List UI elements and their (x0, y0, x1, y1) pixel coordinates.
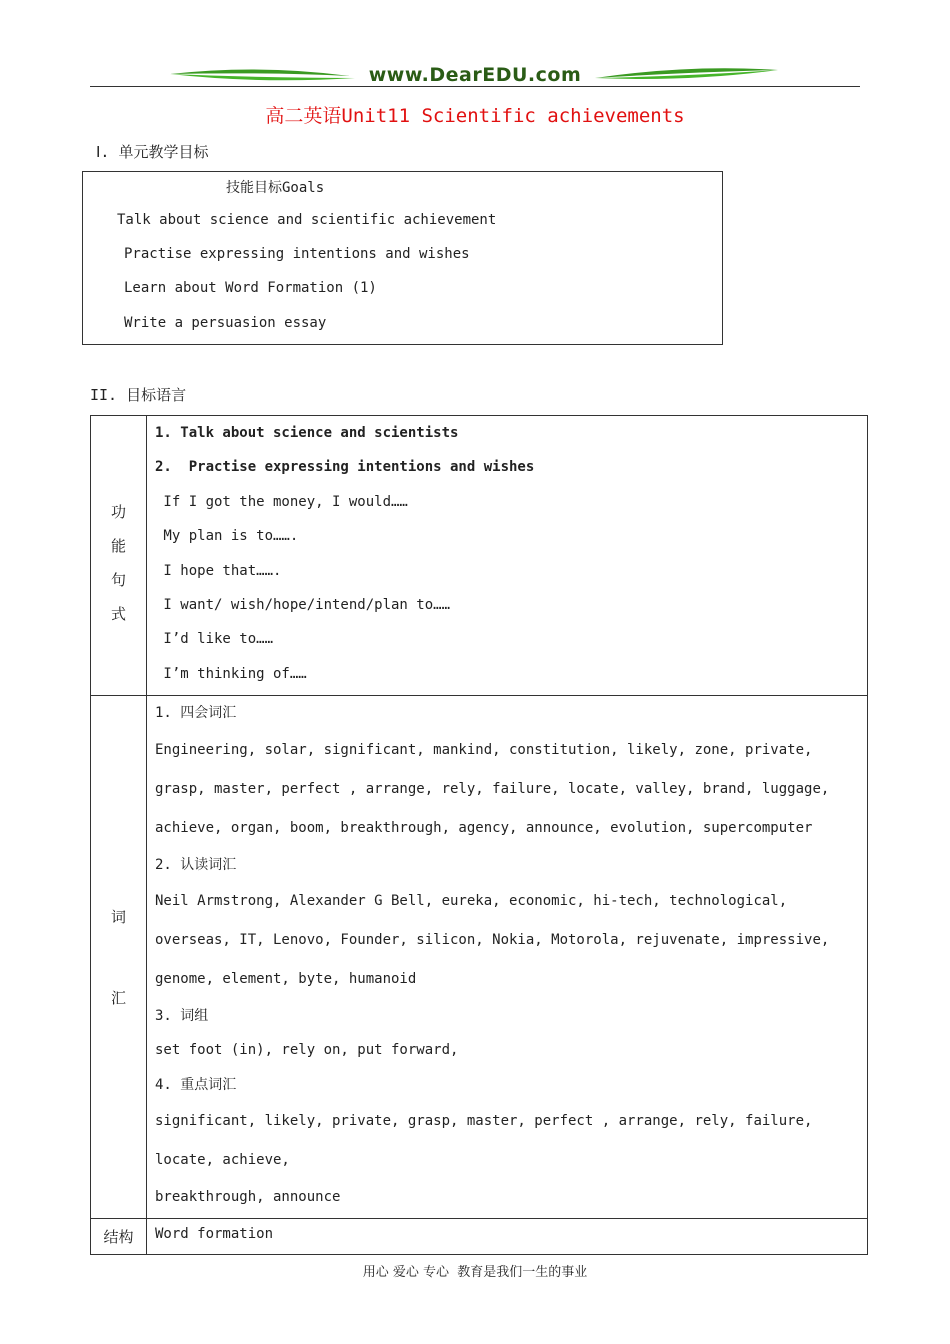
table-row (91, 1219, 868, 1255)
content-line: grasp, master, perfect , arrange, rely, failure, locate, valley, brand, luggage, (155, 780, 830, 797)
content-line: Engineering, solar, significant, mankind, constitution, likely, zone, private, (155, 741, 813, 758)
content-line: If I got the money, I would…… (155, 493, 408, 510)
row-label-char: 式 (110, 605, 126, 624)
content-line: Word formation (155, 1225, 274, 1242)
content-line: 2. Practise expressing intentions and wishes (155, 459, 535, 476)
row-label-structure (91, 1219, 147, 1255)
content-line: 3. 词组 (155, 1007, 209, 1024)
content-line: I hope that……. (155, 562, 282, 579)
content-line: 4. 重点词汇 (155, 1076, 237, 1093)
row-content-structure (147, 1219, 868, 1255)
row-label-char: 汇 (110, 989, 126, 1008)
content-line: overseas, IT, Lenovo, Founder, silicon, Nokia, Motorola, rejuvenate, impressive, (155, 931, 830, 948)
content-line: 2. 认读词汇 (155, 856, 237, 873)
row-label-char: 句 (110, 571, 126, 590)
goal-item: Practise expressing intentions and wishes (124, 246, 470, 262)
content-line: breakthrough, announce (155, 1189, 341, 1206)
logo (170, 62, 780, 92)
content-line: I want/ wish/hope/intend/plan to…… (155, 596, 451, 613)
document-title: 高二英语Unit11 Scientific achievements (265, 105, 685, 127)
section-heading-language: II. 目标语言 (90, 386, 187, 404)
content-line: I’m thinking of…… (155, 665, 307, 682)
row-label-char: 词 (110, 908, 126, 927)
page-footer: 用心 爱心 专心 教育是我们一生的事业 (362, 1265, 588, 1280)
row-content-vocabulary (147, 696, 868, 1219)
goals-box (82, 171, 723, 345)
content-line: achieve, organ, boom, breakthrough, agency, announce, evolution, supercomputer (155, 819, 813, 836)
row-content-functions (147, 416, 868, 696)
table-row (91, 416, 868, 696)
header-divider (90, 86, 860, 87)
row-label-char: 能 (110, 537, 126, 556)
target-language-table (90, 415, 868, 1255)
goal-item: Write a persuasion essay (124, 315, 327, 331)
row-label-vocabulary (91, 696, 147, 1219)
goals-title: 技能目标Goals (226, 180, 325, 196)
content-line: 1. 四会词汇 (155, 705, 237, 722)
content-line: My plan is to……. (155, 528, 299, 545)
content-line: locate, achieve, (155, 1152, 290, 1169)
content-line: genome, element, byte, humanoid (155, 970, 417, 987)
logo-text: www.DearEDU.com (368, 64, 582, 86)
row-label-functions (91, 416, 147, 696)
content-line: significant, likely, private, grasp, master, perfect , arrange, rely, failure, (155, 1113, 813, 1130)
row-label-char: 功 (110, 503, 126, 522)
content-line: set foot (in), rely on, put forward, (155, 1042, 459, 1059)
section-heading-goals: Ⅰ. 单元教学目标 (96, 143, 209, 161)
row-label-text: 结构 (103, 1228, 134, 1247)
goal-item: Learn about Word Formation (1) (124, 280, 377, 296)
content-line: 1. Talk about science and scientists (155, 425, 459, 441)
content-line: I’d like to…… (155, 631, 274, 648)
goal-item: Talk about science and scientific achievement (117, 212, 497, 228)
content-line: Neil Armstrong, Alexander G Bell, eureka, economic, hi-tech, technological, (155, 892, 788, 909)
table-row (91, 696, 868, 1219)
